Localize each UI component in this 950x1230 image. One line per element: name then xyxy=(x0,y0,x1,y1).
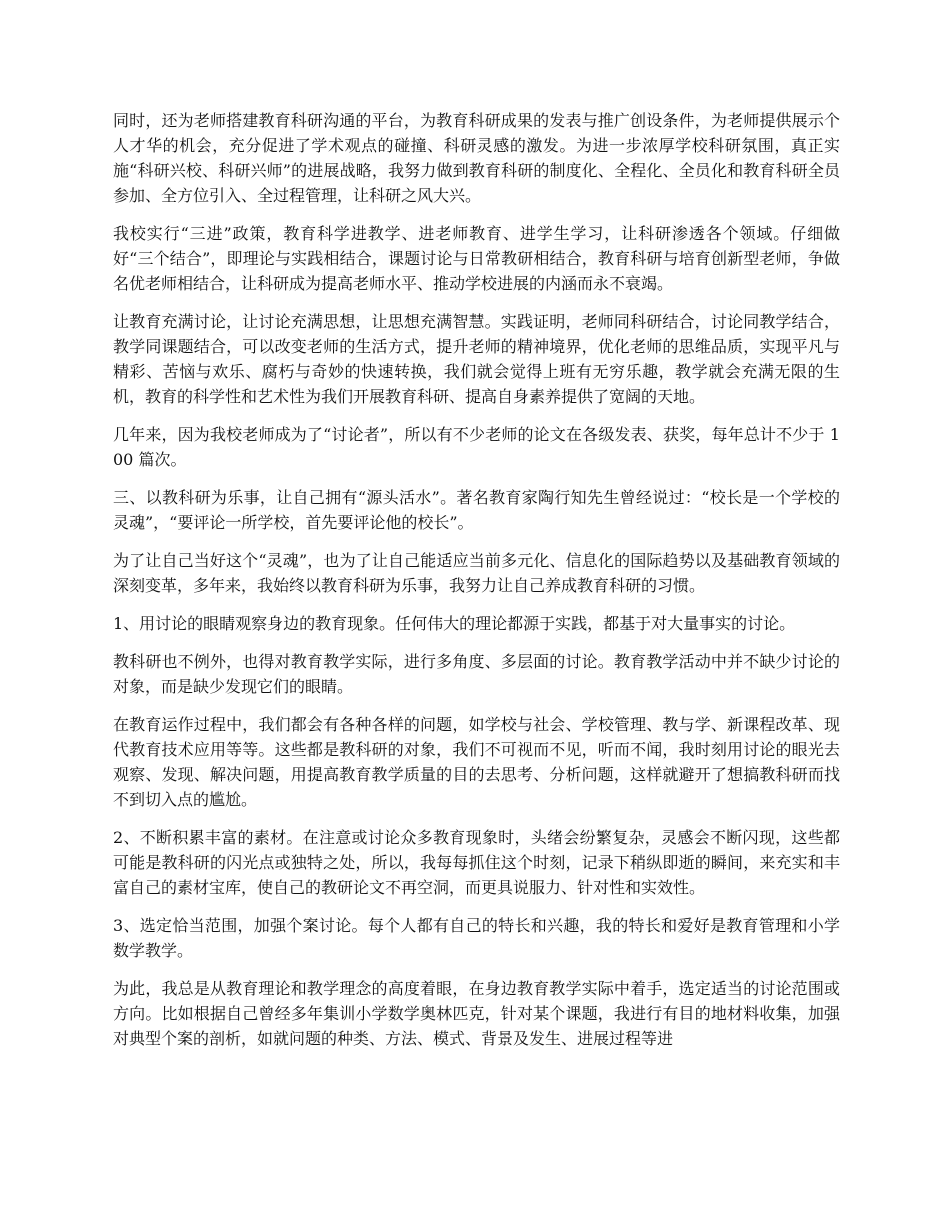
paragraph: 在教育运作过程中，我们都会有各种各样的问题，如学校与社会、学校管理、教与学、新课程改革、现代教育技术应用等等。这些都是教科研的对象，我们不可视而不见，听而不闻，我时刻用讨论的眼光去观察、发现、解决问题，用提高教育教学质量的目的去思考、分析问题，这样就避开了想搞教科研而找不到切入点的尴尬。 xyxy=(113,715,840,809)
paragraph: 教科研也不例外，也得对教育教学实际，进行多角度、多层面的讨论。教育教学活动中并不缺少讨论的对象，而是缺少发现它们的眼睛。 xyxy=(113,652,840,696)
paragraph: 3、选定恰当范围，加强个案讨论。每个人都有自己的特长和兴趣，我的特长和爱好是教育管理和小学数学教学。 xyxy=(113,916,840,960)
paragraph: 为了让自己当好这个“灵魂”，也为了让自己能适应当前多元化、信息化的国际趋势以及基础教育领域的深刻变革，多年来，我始终以教育科研为乐事，我努力让自己养成教育科研的习惯。 xyxy=(113,551,840,595)
paragraph: 让教育充满讨论，让讨论充满思想，让思想充满智慧。实践证明，老师同科研结合，讨论同教学结合，教学同课题结合，可以改变老师的生活方式，提升老师的精神境界，优化老师的思维品质，实现平凡与精彩、苦恼与欢乐、腐朽与奇妙的快速转换，我们就会觉得上班有无穷乐趣，教学就会充满无限的生机，教育的科学性和艺术性为我们开展教育科研、提高自身素养提供了宽阔的天地。 xyxy=(113,312,840,406)
paragraph: 几年来，因为我校老师成为了“讨论者”，所以有不少老师的论文在各级发表、获奖，每年总计不少于 100 篇次。 xyxy=(113,425,840,469)
document-page xyxy=(113,108,840,1064)
paragraph: 我校实行“三进”政策，教育科学进教学、进老师教育、进学生学习，让科研渗透各个领域。仔细做好“三个结合”，即理论与实践相结合，课题讨论与日常教研相结合，教育科研与培育创新型老师，争做名优老师相结合，让科研成为提高老师水平、推动学校进展的内涵而永不衰竭。 xyxy=(113,224,840,293)
paragraph: 2、不断积累丰富的素材。在注意或讨论众多教育现象时，头绪会纷繁复杂，灵感会不断闪现，这些都可能是教科研的闪光点或独特之处，所以，我每每抓住这个时刻，记录下稍纵即逝的瞬间，来充实和丰富自己的素材宝库，使自己的教研论文不再空洞，而更具说服力、针对性和实效性。 xyxy=(113,828,840,897)
paragraph: 三、以教科研为乐事，让自己拥有“源头活水”。著名教育家陶行知先生曾经说过：“校长是一个学校的灵魂”，“要评论一所学校，首先要评论他的校长”。 xyxy=(113,488,840,532)
paragraph: 为此，我总是从教育理论和教学理念的高度着眼，在身边教育教学实际中着手，选定适当的讨论范围或方向。比如根据自己曾经多年集训小学数学奥林匹克，针对某个课题，我进行有目的地材料收集，加强对典型个案的剖析，如就问题的种类、方法、模式、背景及发生、进展过程等进 xyxy=(113,979,840,1048)
paragraph: 1、用讨论的眼睛观察身边的教育现象。任何伟大的理论都源于实践，都基于对大量事实的讨论。 xyxy=(113,614,796,633)
paragraph: 同时，还为老师搭建教育科研沟通的平台，为教育科研成果的发表与推广创设条件，为老师提供展示个人才华的机会，充分促进了学术观点的碰撞、科研灵感的激发。为进一步浓厚学校科研氛围，真正实施“科研兴校、科研兴师”的进展战略，我努力做到教育科研的制度化、全程化、全员化和教育科研全员参加、全方位引入、全过程管理，让科研之风大兴。 xyxy=(113,111,840,205)
